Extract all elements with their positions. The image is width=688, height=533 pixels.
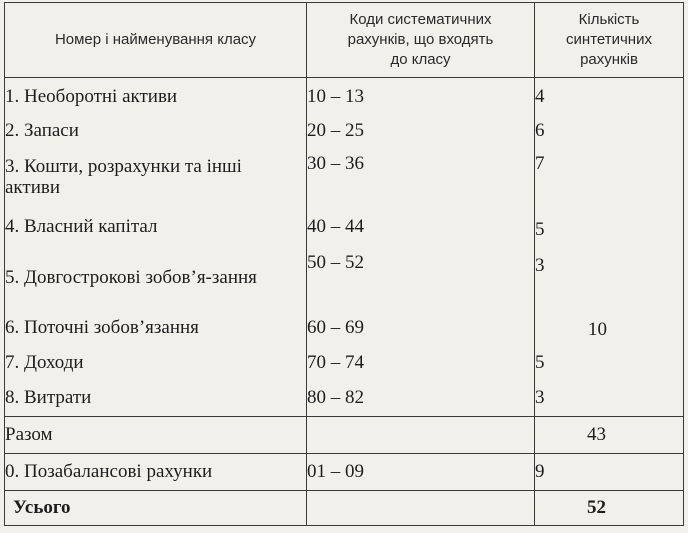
class-codes: 50 – 52	[307, 246, 535, 309]
subtotal-count: 43	[535, 416, 684, 453]
subtotal-row	[5, 416, 684, 453]
class-count: 7	[535, 147, 684, 207]
class-codes: 60 – 69	[307, 309, 535, 346]
table-header-row	[5, 3, 684, 78]
table-row	[5, 78, 684, 115]
total-count: 52	[535, 490, 684, 525]
class-name: 5. Довгострокові зобов’я-зання	[5, 246, 307, 309]
table-row	[5, 379, 684, 416]
offbalance-count: 9	[535, 453, 684, 490]
subtotal-codes	[307, 416, 535, 453]
table-row	[5, 147, 684, 207]
class-count: 5	[535, 207, 684, 246]
class-count: 5	[535, 346, 684, 379]
class-name: 7. Доходи	[5, 346, 307, 379]
offbalance-label: 0. Позабалансові рахунки	[5, 453, 307, 490]
header-class: Номер і найменування класу	[5, 3, 307, 78]
offbalance-row	[5, 453, 684, 490]
class-codes: 20 – 25	[307, 114, 535, 147]
total-row	[5, 490, 684, 525]
class-count: 10	[535, 309, 684, 346]
subtotal-label: Разом	[5, 416, 307, 453]
class-name: 4. Власний капітал	[5, 207, 307, 246]
total-codes	[307, 490, 535, 525]
class-count: 3	[535, 379, 684, 416]
class-name: 2. Запаси	[5, 114, 307, 147]
class-codes: 80 – 82	[307, 379, 535, 416]
class-count: 3	[535, 246, 684, 309]
table-row	[5, 114, 684, 147]
header-codes: Коди систематичних рахунків, що входять до класу	[307, 3, 535, 78]
table-row	[5, 207, 684, 246]
class-name: 8. Витрати	[5, 379, 307, 416]
class-name: 3. Кошти, розрахунки та інші активи	[5, 147, 307, 207]
class-codes: 70 – 74	[307, 346, 535, 379]
table-row	[5, 246, 684, 309]
class-name: 6. Поточні зобов’язання	[5, 309, 307, 346]
total-label: Усього	[5, 490, 307, 525]
class-count: 4	[535, 78, 684, 115]
table-row	[5, 309, 684, 346]
offbalance-codes: 01 – 09	[307, 453, 535, 490]
class-count: 6	[535, 114, 684, 147]
header-count: Кількість синтетичних рахунків	[535, 3, 684, 78]
class-codes: 10 – 13	[307, 78, 535, 115]
class-codes: 40 – 44	[307, 207, 535, 246]
class-codes: 30 – 36	[307, 147, 535, 207]
class-name: 1. Необоротні активи	[5, 78, 307, 115]
chart-of-accounts-table	[4, 2, 684, 526]
table-row	[5, 346, 684, 379]
